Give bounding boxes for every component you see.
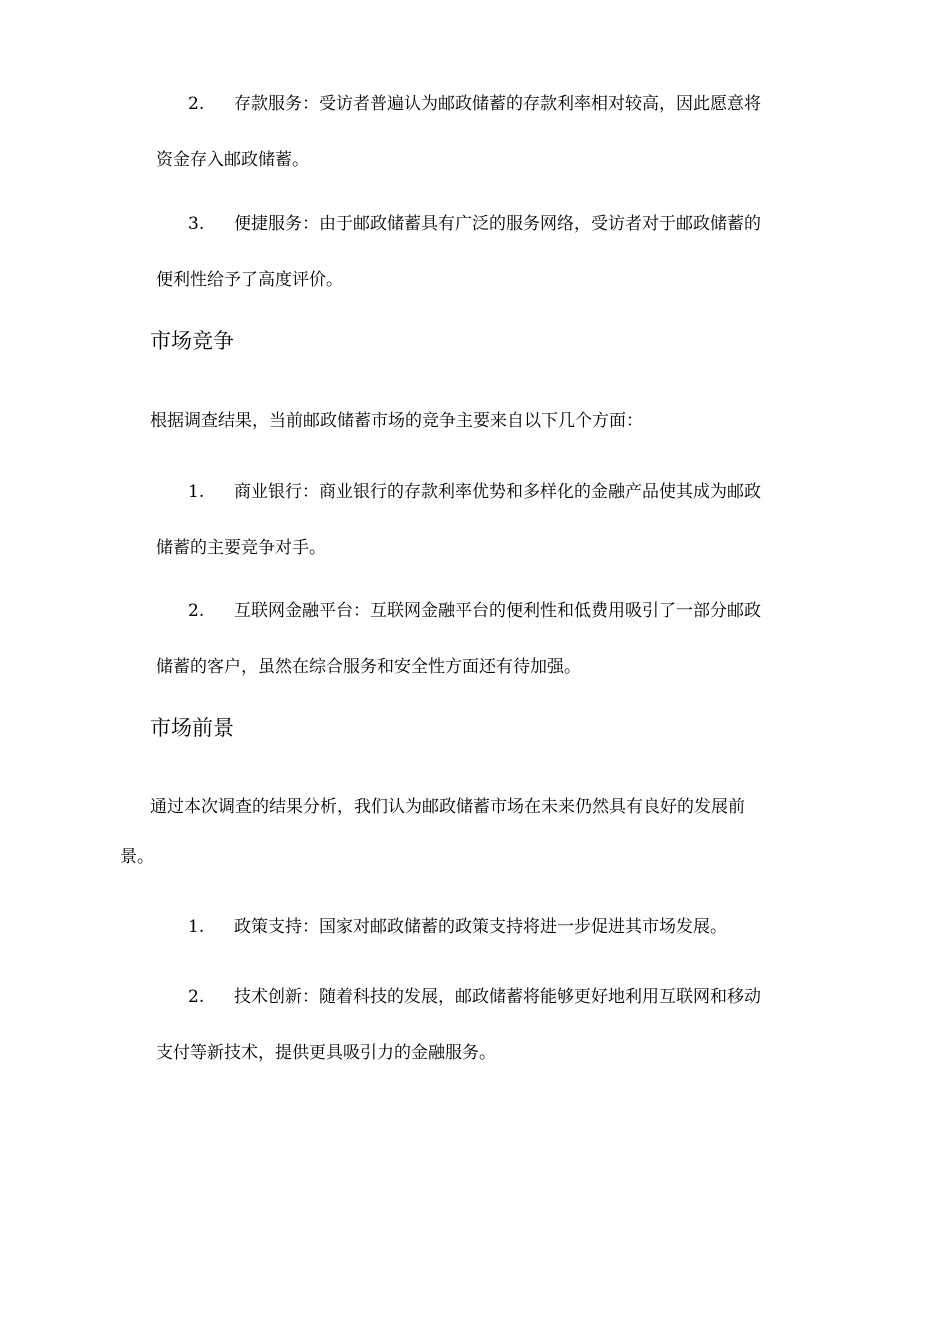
list-item-number: 2. — [188, 987, 205, 1007]
section-heading-competition: 市场竞争 — [150, 329, 234, 353]
outlook-intro-line1: 通过本次调查的结果分析，我们认为邮政储蓄市场在未来仍然具有良好的发展前 — [150, 797, 745, 817]
list-item-text: 商业银行：商业银行的存款利率优势和多样化的金融产品使其成为邮政 — [234, 482, 761, 502]
list-item-text: 技术创新：随着科技的发展，邮政储蓄将能够更好地利用互联网和移动 — [234, 987, 761, 1007]
list-item-commercial-banks — [156, 464, 836, 576]
list-item-line1 — [156, 464, 836, 520]
list-item-line1 — [156, 969, 836, 1025]
list-item-text: 政策支持：国家对邮政储蓄的政策支持将进一步促进其市场发展。 — [234, 917, 727, 937]
list-item-line1 — [156, 76, 836, 132]
list-item-line1 — [156, 899, 836, 955]
list-item-number: 1. — [188, 482, 205, 502]
list-item-number: 2. — [188, 94, 205, 114]
list-item-line1 — [156, 583, 836, 639]
list-item-continuation: 便利性给予了高度评价。 — [156, 270, 343, 290]
list-item-text: 便捷服务：由于邮政储蓄具有广泛的服务网络，受访者对于邮政储蓄的 — [234, 214, 761, 234]
list-item-continuation: 资金存入邮政储蓄。 — [156, 150, 309, 170]
list-item-policy-support — [156, 899, 836, 955]
list-item-text: 互联网金融平台：互联网金融平台的便利性和低费用吸引了一部分邮政 — [234, 601, 761, 621]
list-item-continuation: 储蓄的主要竞争对手。 — [156, 538, 326, 558]
list-item-internet-finance — [156, 583, 836, 695]
outlook-intro-line2: 景。 — [120, 847, 154, 867]
list-item-tech-innovation — [156, 969, 836, 1081]
competition-intro: 根据调查结果，当前邮政储蓄市场的竞争主要来自以下几个方面： — [150, 411, 643, 431]
list-item-text: 存款服务：受访者普遍认为邮政储蓄的存款利率相对较高，因此愿意将 — [234, 94, 761, 114]
list-item-convenience-service — [156, 196, 836, 308]
list-item-number: 2. — [188, 601, 205, 621]
list-item-number: 1. — [188, 917, 205, 937]
list-item-deposit-service — [156, 76, 836, 188]
list-item-number: 3. — [188, 214, 205, 234]
list-item-line1 — [156, 196, 836, 252]
list-item-continuation: 支付等新技术，提供更具吸引力的金融服务。 — [156, 1043, 496, 1063]
list-item-continuation: 储蓄的客户，虽然在综合服务和安全性方面还有待加强。 — [156, 657, 581, 677]
section-heading-outlook: 市场前景 — [150, 716, 234, 740]
